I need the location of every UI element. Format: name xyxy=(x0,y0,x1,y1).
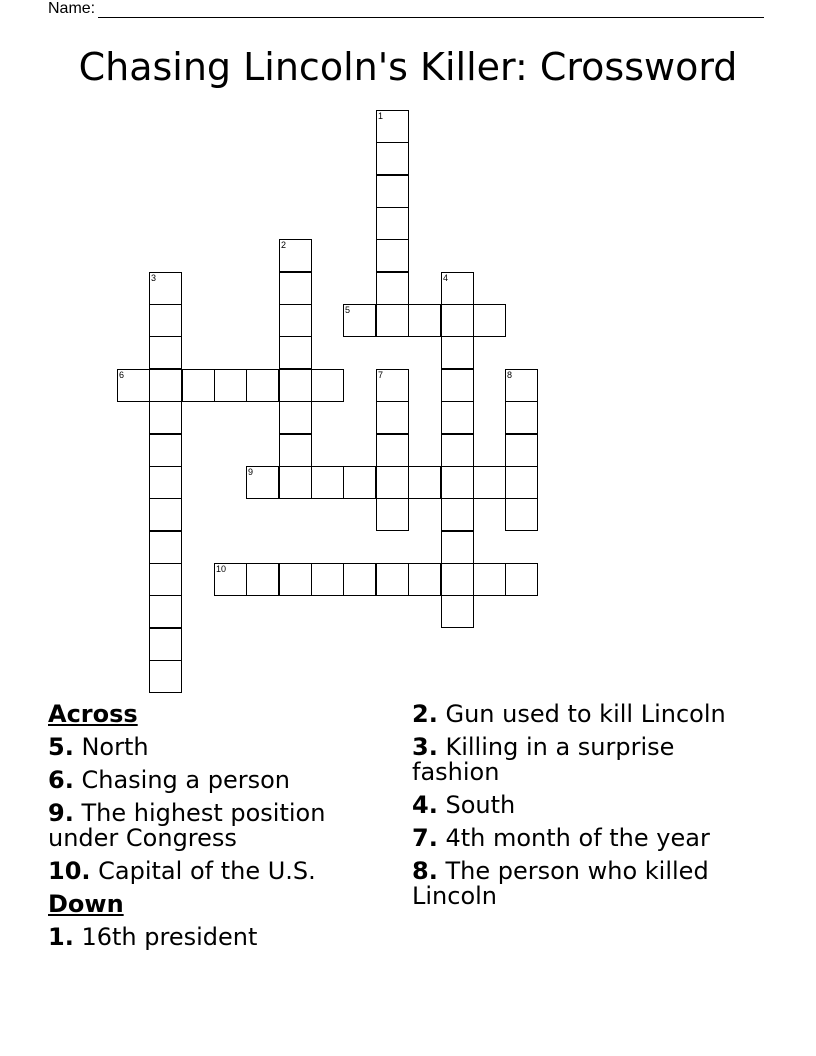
crossword-cell[interactable] xyxy=(279,272,312,305)
crossword-cell[interactable] xyxy=(149,628,182,661)
clue-number: 10. xyxy=(48,857,91,885)
clue-text: North xyxy=(81,733,149,761)
clue-text: The person who killed Lincoln xyxy=(412,857,709,910)
crossword-cell[interactable] xyxy=(214,563,247,596)
crossword-cell[interactable] xyxy=(505,401,538,434)
crossword-cell[interactable] xyxy=(441,336,474,369)
crossword-cell[interactable] xyxy=(441,466,474,499)
crossword-cell[interactable] xyxy=(343,563,376,596)
cell-number: 8 xyxy=(507,370,513,380)
crossword-cell[interactable] xyxy=(441,434,474,467)
crossword-cell[interactable] xyxy=(311,466,344,499)
crossword-cell[interactable] xyxy=(376,466,409,499)
crossword-cell[interactable] xyxy=(505,563,538,596)
crossword-cell[interactable] xyxy=(408,466,441,499)
crossword-cell[interactable] xyxy=(441,498,474,531)
clue-down-2 xyxy=(412,702,752,727)
clue-text: Chasing a person xyxy=(81,766,290,794)
crossword-cell[interactable] xyxy=(473,563,506,596)
crossword-cell[interactable] xyxy=(441,595,474,628)
name-field[interactable] xyxy=(48,0,764,18)
crossword-cell[interactable] xyxy=(279,239,312,272)
crossword-cell[interactable] xyxy=(505,466,538,499)
name-blank-line[interactable] xyxy=(98,2,764,18)
crossword-cell[interactable] xyxy=(279,369,312,402)
crossword-cell[interactable] xyxy=(505,434,538,467)
page-title: Chasing Lincoln's Killer: Crossword xyxy=(78,45,738,89)
crossword-cell[interactable] xyxy=(376,434,409,467)
crossword-cell[interactable] xyxy=(149,369,182,402)
clue-number: 7. xyxy=(412,824,438,852)
crossword-cell[interactable] xyxy=(311,563,344,596)
clue-number: 5. xyxy=(48,733,74,761)
clue-down-7 xyxy=(412,826,752,851)
crossword-cell[interactable] xyxy=(311,369,344,402)
crossword-cell[interactable] xyxy=(408,563,441,596)
crossword-cell[interactable] xyxy=(376,304,409,337)
crossword-cell[interactable] xyxy=(279,434,312,467)
crossword-cell[interactable] xyxy=(473,466,506,499)
crossword-cell[interactable] xyxy=(441,401,474,434)
crossword-cell[interactable] xyxy=(376,207,409,240)
crossword-cell[interactable] xyxy=(376,110,409,143)
crossword-cell[interactable] xyxy=(376,272,409,305)
crossword-cell[interactable] xyxy=(279,336,312,369)
crossword-cell[interactable] xyxy=(279,401,312,434)
clue-across-9 xyxy=(48,801,378,851)
crossword-cell[interactable] xyxy=(149,498,182,531)
crossword-cell[interactable] xyxy=(117,369,150,402)
clue-number: 1. xyxy=(48,923,74,951)
crossword-cell[interactable] xyxy=(149,434,182,467)
crossword-cell[interactable] xyxy=(408,304,441,337)
crossword-cell[interactable] xyxy=(279,304,312,337)
cell-number: 10 xyxy=(216,564,227,574)
cell-number: 3 xyxy=(151,273,157,283)
crossword-cell[interactable] xyxy=(246,466,279,499)
cell-number: 9 xyxy=(248,467,254,477)
clue-down-4 xyxy=(412,793,752,818)
crossword-cell[interactable] xyxy=(376,239,409,272)
clue-down-1 xyxy=(48,925,378,950)
clue-text: Killing in a surprise fashion xyxy=(412,733,675,786)
crossword-cell[interactable] xyxy=(149,336,182,369)
crossword-cell[interactable] xyxy=(149,466,182,499)
across-heading: Across xyxy=(48,700,138,728)
cell-number: 6 xyxy=(119,370,125,380)
clue-text: 4th month of the year xyxy=(445,824,710,852)
crossword-cell[interactable] xyxy=(149,304,182,337)
crossword-cell[interactable] xyxy=(505,498,538,531)
crossword-cell[interactable] xyxy=(376,401,409,434)
crossword-cell[interactable] xyxy=(149,531,182,564)
clue-across-5 xyxy=(48,735,378,760)
crossword-cell[interactable] xyxy=(149,563,182,596)
crossword-cell[interactable] xyxy=(376,369,409,402)
clue-down-8 xyxy=(412,859,752,909)
crossword-cell[interactable] xyxy=(279,563,312,596)
clue-down-3 xyxy=(412,735,752,785)
crossword-cell[interactable] xyxy=(214,369,247,402)
clue-text: 16th president xyxy=(81,923,258,951)
clue-number: 8. xyxy=(412,857,438,885)
crossword-cell[interactable] xyxy=(149,660,182,693)
cell-number: 2 xyxy=(281,240,287,250)
crossword-cell[interactable] xyxy=(441,531,474,564)
clue-across-6 xyxy=(48,768,378,793)
clues-column-left xyxy=(48,702,378,958)
crossword-cell[interactable] xyxy=(246,563,279,596)
crossword-cell[interactable] xyxy=(149,595,182,628)
crossword-cell[interactable] xyxy=(376,175,409,208)
crossword-cell[interactable] xyxy=(505,369,538,402)
crossword-cell[interactable] xyxy=(441,304,474,337)
crossword-cell[interactable] xyxy=(441,272,474,305)
clue-text: The highest position under Congress xyxy=(48,799,326,852)
crossword-cell[interactable] xyxy=(149,401,182,434)
clue-number: 9. xyxy=(48,799,74,827)
crossword-cell[interactable] xyxy=(473,304,506,337)
clue-number: 2. xyxy=(412,700,438,728)
crossword-cell[interactable] xyxy=(343,304,376,337)
clue-number: 3. xyxy=(412,733,438,761)
cell-number: 4 xyxy=(443,273,449,283)
cell-number: 1 xyxy=(378,111,384,121)
cell-number: 7 xyxy=(378,370,384,380)
name-label: Name: xyxy=(48,0,96,17)
crossword-cell[interactable] xyxy=(441,563,474,596)
clue-text: Capital of the U.S. xyxy=(98,857,316,885)
clue-number: 4. xyxy=(412,791,438,819)
cell-number: 5 xyxy=(345,305,351,315)
down-heading: Down xyxy=(48,890,124,918)
crossword-cell[interactable] xyxy=(149,272,182,305)
crossword-cell[interactable] xyxy=(182,369,215,402)
clue-across-10 xyxy=(48,859,378,884)
crossword-cell[interactable] xyxy=(376,142,409,175)
crossword-cell[interactable] xyxy=(246,369,279,402)
clue-number: 6. xyxy=(48,766,74,794)
crossword-cell[interactable] xyxy=(376,563,409,596)
clue-text: South xyxy=(445,791,516,819)
clues-column-right xyxy=(412,702,752,917)
crossword-cell[interactable] xyxy=(279,466,312,499)
crossword-cell[interactable] xyxy=(441,369,474,402)
crossword-cell[interactable] xyxy=(343,466,376,499)
crossword-cell[interactable] xyxy=(376,498,409,531)
clue-text: Gun used to kill Lincoln xyxy=(445,700,726,728)
